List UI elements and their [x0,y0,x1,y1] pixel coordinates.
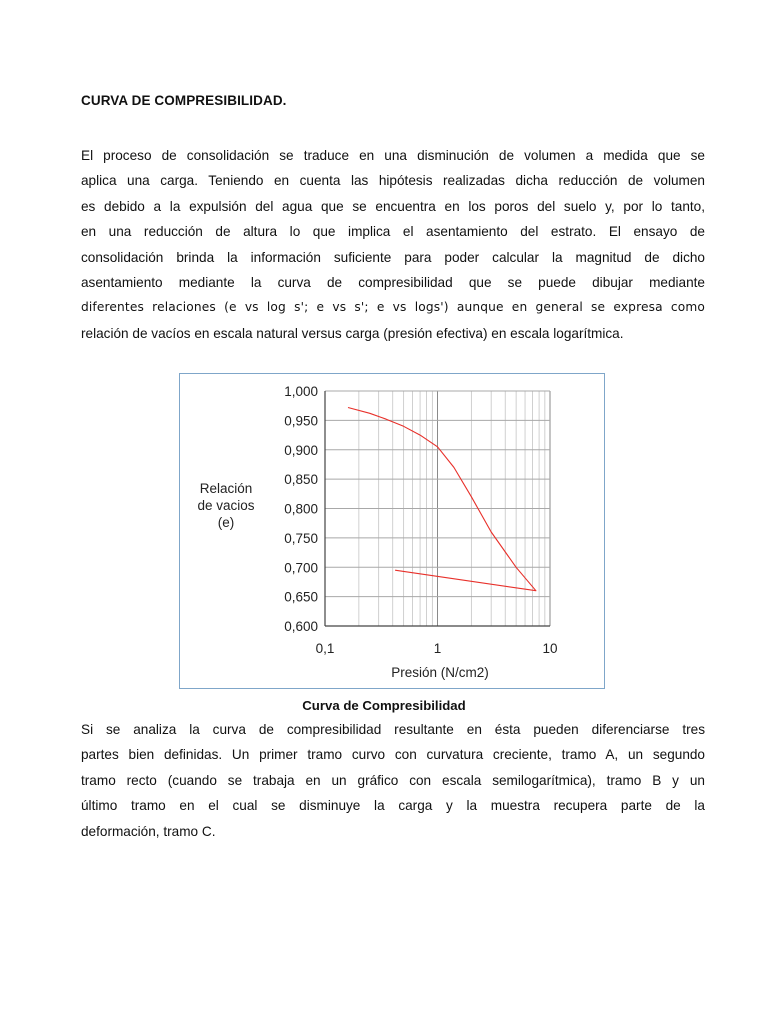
y-tick-label: 0,850 [284,472,318,488]
y-axis-label-line: de vacios [197,498,255,513]
y-tick-label: 0,750 [284,530,318,546]
grid-layer [325,391,550,626]
series-layer [348,408,536,591]
paragraph-line: relación de vacíos en escala natural versus carga (presión efectiva) en escala logarítmica. [81,325,624,341]
y-tick-label: 0,600 [284,619,318,634]
y-tick-label: 0,900 [284,442,318,458]
paragraph-line: es debido a la expulsión del agua que se encuentra en los poros del suelo y, por lo tanto, [81,198,705,214]
analysis-paragraph [81,717,705,844]
paragraph-line: último tramo en el cual se disminuye la carga y la muestra recupera parte de la [81,798,705,814]
y-tick-label: 0,950 [284,413,318,429]
chart-figure [179,373,605,689]
y-tick-label: 0,700 [284,560,318,576]
paragraph-line: El proceso de consolidación se traduce en una disminución de volumen a medida que se [81,148,705,163]
y-tick-label: 1,000 [284,384,318,399]
paragraph-line: diferentes relaciones (e vs log s'; e vs s'; e vs logs') aunque en general se expresa como [81,300,705,315]
compressibility-curve [348,408,536,591]
paragraph-line: consolidación brinda la información suficiente para poder calcular la magnitud de dicho [81,249,705,265]
x-tick-label: 10 [542,641,558,656]
section-heading: CURVA DE COMPRESIBILIDAD. [81,93,287,108]
y-axis-label-line: Relación [199,481,253,496]
paragraph-line: asentamiento mediante la curva de compresibilidad que se puede dibujar mediante [81,275,705,291]
x-axis-label: Presión (N/cm2) [391,665,489,680]
intro-paragraph [81,143,705,346]
y-axis-label-line: (e) [217,515,235,530]
paragraph-line: aplica una carga. Teniendo en cuenta las hipótesis realizadas dicha reducción de volumen [81,173,705,189]
paragraph-line: deformación, tramo C. [81,823,216,839]
paragraph-line: en una reducción de altura lo que implica el asentamiento del estrato. El ensayo de [81,224,705,240]
paragraph-line: partes bien definidas. Un primer tramo curvo con curvatura creciente, tramo A, un segundo [81,747,705,763]
figure-caption: Curva de Compresibilidad [302,698,466,713]
paragraph-line: tramo recto (cuando se trabaja en un gráfico con escala semilogarítmica), tramo B y un [81,772,705,788]
y-tick-label: 0,800 [284,501,318,517]
paragraph-line: Si se analiza la curva de compresibilidad resultante en ésta pueden diferenciarse tres [81,722,705,737]
y-tick-labels [284,384,318,634]
compressibility-chart [180,374,604,688]
x-tick-label: 0,1 [315,641,335,656]
y-tick-label: 0,650 [284,589,318,605]
x-tick-label: 1 [433,641,442,656]
x-tick-labels [316,641,558,656]
